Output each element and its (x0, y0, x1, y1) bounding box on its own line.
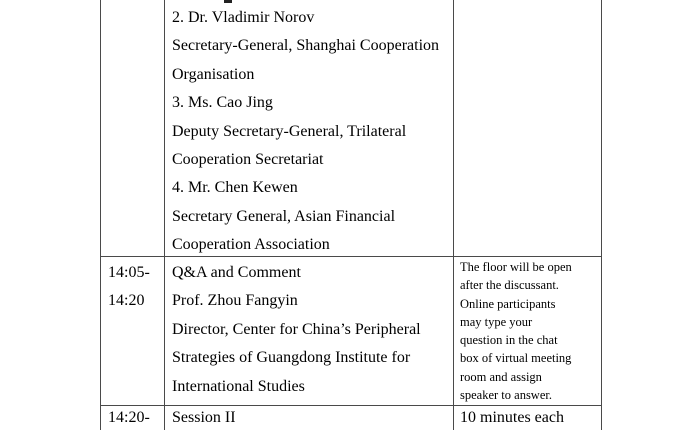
table-border-right (601, 0, 602, 430)
agenda-line: Q&A and Comment (172, 264, 301, 281)
time-line: 14:05- (108, 264, 150, 281)
session2-cell (172, 404, 236, 430)
speaker-line: Cooperation Secretariat (172, 151, 324, 169)
table-divider-main-note (453, 0, 454, 430)
speaker-line: 4. Mr. Chen Kewen (172, 179, 298, 197)
speaker-line: 2. Dr. Vladimir Norov (172, 9, 315, 26)
clipped-text-fragment (224, 0, 232, 3)
speaker-line: Secretary General, Asian Financial (172, 207, 396, 225)
note-line: box of virtual meeting (460, 351, 572, 366)
agenda-line: Session II (172, 409, 236, 426)
note-line: may type your (460, 314, 533, 329)
note-line: after the discussant. (460, 278, 559, 293)
speaker-line: Organisation (172, 65, 255, 83)
note-line: speaker to answer. (460, 388, 552, 403)
note-line: question in the chat (460, 333, 558, 348)
table-border-left (100, 0, 101, 430)
speaker-line: Deputy Secretary-General, Trilateral (172, 122, 407, 140)
note-line: 10 minutes each (460, 409, 564, 426)
note-cell-session2 (460, 404, 564, 430)
note-line: Online participants (460, 296, 556, 311)
agenda-line: Director, Center for China’s Peripheral (172, 320, 421, 338)
speaker-line: Secretary-General, Shanghai Cooperation (172, 37, 440, 55)
speaker-line: 3. Ms. Cao Jing (172, 94, 273, 112)
agenda-line: International Studies (172, 377, 305, 395)
note-cell-qa (460, 258, 572, 404)
time-line: 14:20- (108, 409, 150, 426)
note-line: room and assign (460, 369, 542, 384)
time-cell-qa (108, 259, 150, 316)
qa-cell (172, 259, 421, 401)
speaker-line: Cooperation Association (172, 236, 330, 254)
agenda-line: Prof. Zhou Fangyin (172, 292, 298, 310)
note-line: The floor will be open (460, 260, 572, 274)
time-line: 14:20 (108, 292, 145, 310)
time-cell-session2 (108, 404, 150, 430)
agenda-line: Strategies of Guangdong Institute for (172, 349, 411, 367)
table-divider-time-main (164, 0, 165, 430)
speakers-list-cell (172, 4, 439, 260)
